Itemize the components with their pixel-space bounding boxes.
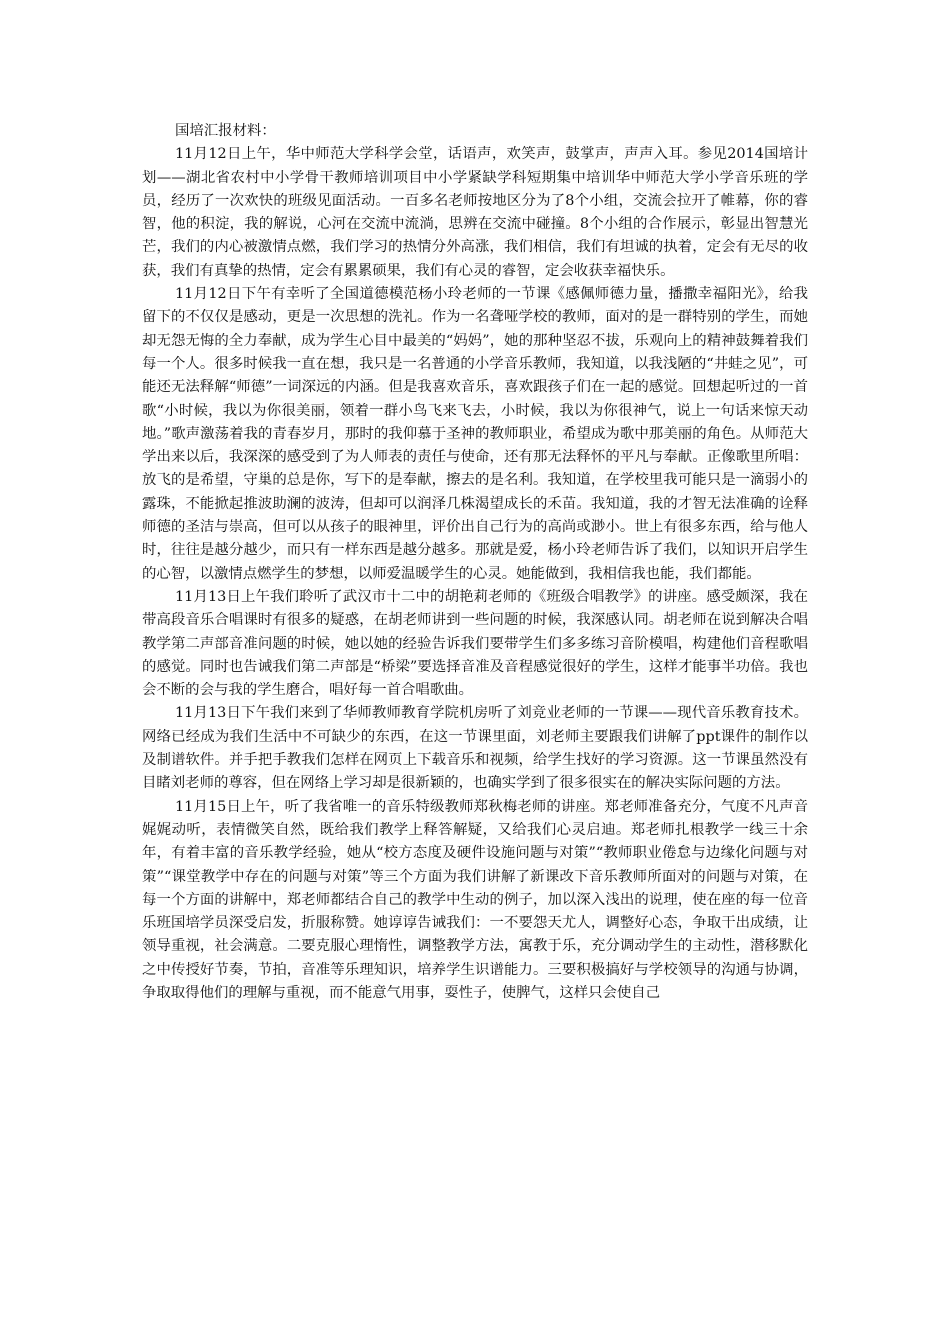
document-heading: 国培汇报材料： xyxy=(175,123,276,139)
paragraph-opening-meeting: 11月12日上午，华中师范大学科学会堂，话语声，欢笑声，鼓掌声，声声入耳。参见2014国培计划——湖北省农村中小学骨干教师培训项目中小学紧缺学科短期集中培训华中师范大学小学音乐班的学员，经历了一次欢快的班级见面活动。一百多名老师按地区分为了8个小组，交流会拉开了帷幕，你的睿智，他的积淀，我的解说，心河在交流中流淌，思辨在交流中碰撞。8个小组的合作展示，彰显出智慧光芒，我们的内心被激情点燃，我们学习的热情分外高涨，我们相信，我们有坦诚的执着，定会有无尽的收获，我们有真挚的热情，定会有累累硕果，我们有心灵的睿智，定会收获幸福快乐。 xyxy=(142,146,808,279)
document-body xyxy=(142,120,808,1005)
paragraph-music-technology-class: 11月13日下午我们来到了华师教师教育学院机房听了刘竞业老师的一节课——现代音乐教育技术。网络已经成为我们生活中不可缺少的东西，在这一节课里面，刘老师主要跟我们讲解了ppt课件的制作以及制谱软件。并手把手教我们怎样在网页上下载音乐和视频，给学生找好的学习资源。这一节课虽然没有目睹刘老师的尊容，但在网络上学习却是很新颖的，也确实学到了很多很实在的解决实际问题的方法。 xyxy=(142,705,808,792)
paragraph-choir-teaching-lecture: 11月13日上午我们聆听了武汉市十二中的胡艳莉老师的《班级合唱教学》的讲座。感受颇深，我在带高段音乐合唱课时有很多的疑惑，在胡老师讲到一些问题的时候，我深感认同。胡老师在说到解决合唱教学第二声部音准问题的时候，她以她的经验告诉我们要带学生们多多练习音阶模唱，构建他们音程歌唱的感觉。同时也告诫我们第二声部是“桥梁”要选择音准及音程感觉很好的学生，这样才能事半功倍。我也会不断的会与我的学生磨合，唱好每一首合唱歌曲。 xyxy=(142,588,808,699)
paragraph-teacher-ethics-lecture: 11月12日下午有幸听了全国道德模范杨小玲老师的一节课《感佩师德力量，播撒幸福阳光》，给我留下的不仅仅是感动，更是一次思想的洗礼。作为一名聋哑学校的教师，面对的是一群特别的学生，而她却无怨无悔的全力奉献，成为学生心目中最美的“妈妈”，她的那种坚忍不拔，乐观向上的精神鼓舞着我们每一个人。很多时候我一直在想，我只是一名普通的小学音乐教师，我知道，以我浅陋的“井蛙之见”，可能还无法释解“师德”一词深远的内涵。但是我喜欢音乐，喜欢跟孩子们在一起的感觉。回想起听过的一首歌“小时候，我以为你很美丽，领着一群小鸟飞来飞去，小时候，我以为你很神气，说上一句话来惊天动地。”歌声激荡着我的青春岁月，那时的我仰慕于圣神的教师职业，希望成为歌中那美丽的角色。从师范大学出来以后，我深深的感受到了为人师表的责任与使命，还有那无法释怀的平凡与奉献。正像歌里所唱：放飞的是希望，守巢的总是你，写下的是奉献，擦去的是名利。我知道，在学校里我可能只是一滴弱小的露珠，不能掀起推波助澜的波涛，但却可以润泽几株渴望成长的禾苗。我知道，我的才智无法准确的诠释师德的圣洁与崇高，但可以从孩子的眼神里，评价出自己行为的高尚或渺小。世上有很多东西，给与他人时，往往是越分越少，而只有一样东西是越分越多。那就是爱，杨小玲老师告诉了我们，以知识开启学生的心智，以激情点燃学生的梦想，以师爱温暖学生的心灵。她能做到，我相信我也能，我们都能。 xyxy=(142,286,808,582)
paragraph-special-teacher-lecture: 11月15日上午，听了我省唯一的音乐特级教师郑秋梅老师的讲座。郑老师准备充分，气度不凡声音娓娓动听，表情微笑自然，既给我们教学上释答解疑，又给我们心灵启迪。郑老师扎根教学一线三十余年，有着丰富的音乐教学经验，她从“校方态度及硬件设施问题与对策”“教师职业倦怠与边缘化问题与对策”“课堂教学中存在的问题与对策”等三个方面为我们讲解了新课改下音乐教师所面对的问题与对策，在每一个方面的讲解中，郑老师都结合自己的教学中生动的例子，加以深入浅出的说理，使在座的每一位音乐班国培学员深受启发，折服称赞。她谆谆告诫我们：一不要怨天尤人，调整好心态，争取干出成绩，让领导重视，社会满意。二要克服心理惰性，调整教学方法，寓教于乐，充分调动学生的主动性，潜移默化之中传授好节奏，节拍，音准等乐理知识，培养学生识谱能力。三要积极搞好与学校领导的沟通与协调，争取取得他们的理解与重视，而不能意气用事，耍性子，使脾气，这样只会使自己 xyxy=(142,798,808,1001)
